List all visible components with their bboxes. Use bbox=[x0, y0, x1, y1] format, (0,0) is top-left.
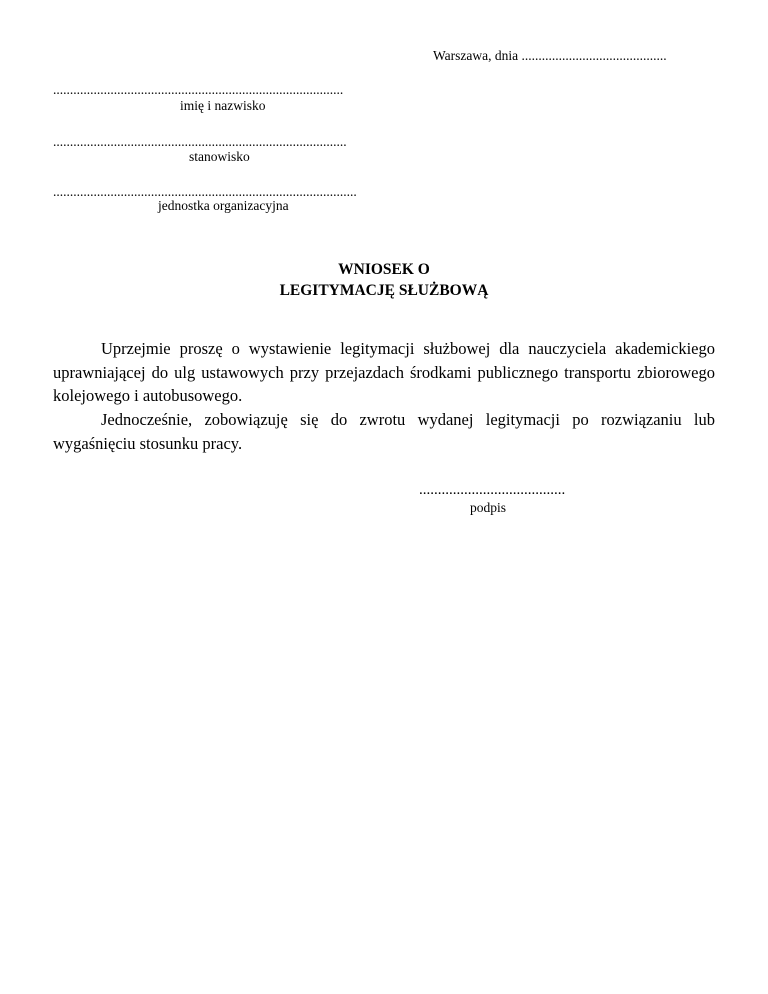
place-date-line: Warszawa, dnia ........................................... bbox=[433, 48, 667, 63]
document-title-line-2: LEGITYMACJĘ SŁUŻBOWĄ bbox=[279, 282, 489, 299]
document-title-line-1: WNIOSEK O bbox=[338, 261, 430, 278]
signature-dots: ....................................... bbox=[419, 482, 566, 498]
signature-label: podpis bbox=[470, 500, 507, 515]
obligation-paragraph: Jednocześnie, zobowiązuję się do zwrotu wydanej legitymacji po rozwiązaniu lub wygaśnięciu stosunku pracy. bbox=[53, 410, 715, 453]
unit-field-label: jednostka organizacyjna bbox=[158, 198, 289, 213]
request-paragraph: Uprzejmie proszę o wystawienie legitymacji służbowej dla nauczyciela akademickiego uprawniającej do ulg ustawowych przy przejazdach środkami publicznego transportu zbiorowego kolejowego i autobusowego. bbox=[53, 339, 715, 405]
name-field-dots: ...................................................................................... bbox=[53, 82, 344, 97]
position-field-label: stanowisko bbox=[189, 149, 250, 164]
position-field-dots: ....................................................................................... bbox=[53, 134, 347, 149]
unit-field-dots: .......................................................................................... bbox=[53, 184, 357, 199]
name-field-label: imię i nazwisko bbox=[180, 98, 266, 113]
